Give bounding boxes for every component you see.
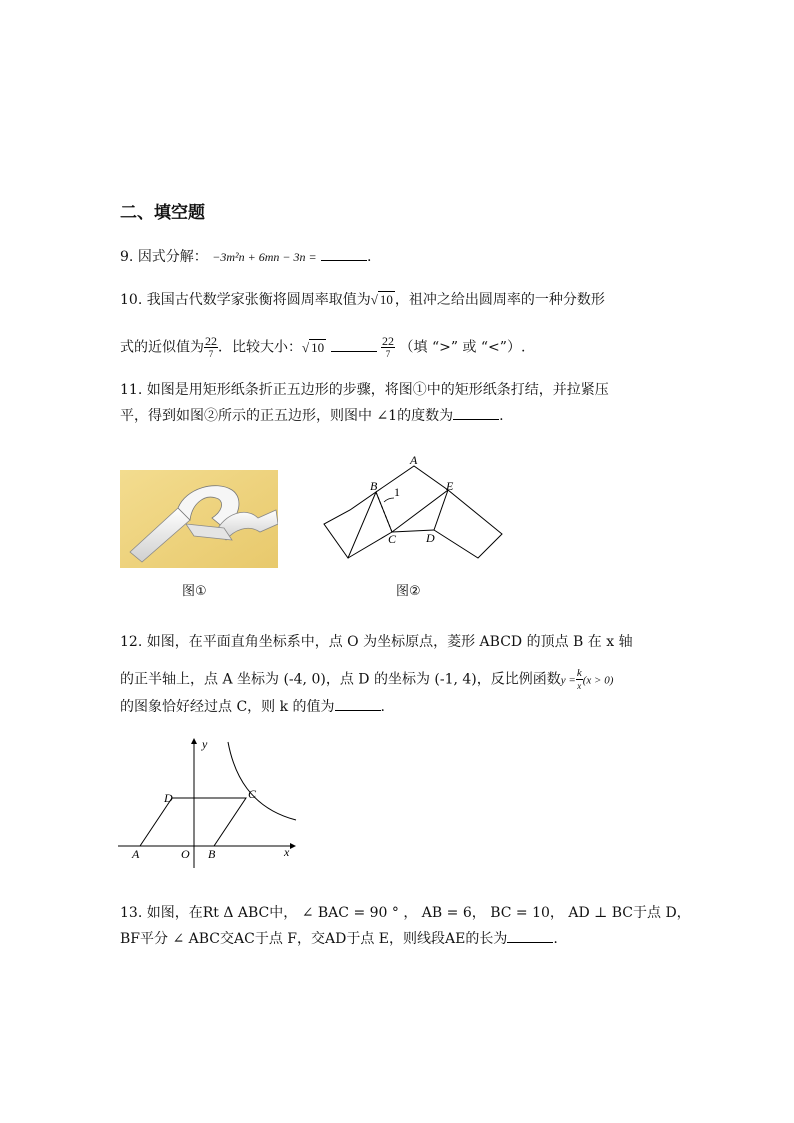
question-11-line2 bbox=[120, 405, 504, 426]
q10-line1a: 我国古代数学家张衡将圆周率取值为 bbox=[146, 292, 371, 308]
q12-answer-blank[interactable] bbox=[335, 696, 381, 711]
q12-fig-label-y: y bbox=[202, 737, 208, 751]
q12-fig-label-C: C bbox=[248, 787, 257, 801]
q12-function-y: y = bbox=[560, 674, 576, 687]
fig2-label-D: D bbox=[426, 531, 435, 545]
q9-text: 因式分解： bbox=[137, 249, 208, 265]
q10-sqrt-compare: √ 10 bbox=[302, 339, 325, 355]
fig2-label-A: A bbox=[410, 453, 418, 467]
q10-line1b: ，祖冲之给出圆周率的一种分数形 bbox=[394, 292, 605, 308]
fig2-label-C: C bbox=[388, 532, 397, 546]
q12-line2a: 的正半轴上，点 A 坐标为 (-4, 0)，点 D 的坐标为 (-1, 4)，反比例函数 bbox=[120, 671, 561, 688]
question-11-line1 bbox=[120, 380, 609, 400]
q9-answer-blank[interactable] bbox=[321, 246, 367, 261]
q10-line2c: （填 “>” 或 “<”）. bbox=[399, 339, 526, 356]
figure-1-caption: 图① bbox=[182, 584, 207, 599]
q10-number: 10. bbox=[120, 292, 143, 308]
q12-number: 12. bbox=[120, 634, 143, 650]
q9-expression: −3m²n + 6mn − 3n = bbox=[212, 250, 317, 264]
q12-function-condition: (x > 0) bbox=[582, 674, 614, 687]
fig2-label-B: B bbox=[370, 479, 378, 493]
question-10-line2 bbox=[120, 335, 525, 360]
q12-fig-label-A: A bbox=[132, 847, 140, 861]
q12-fig-label-x: x bbox=[284, 845, 290, 859]
figure-1-knot-photo bbox=[120, 470, 278, 568]
q10-line2b: ．比较大小： bbox=[218, 339, 302, 356]
q13-number: 13. bbox=[120, 905, 143, 921]
question-13-line1 bbox=[120, 903, 691, 923]
question-9 bbox=[120, 246, 372, 267]
q12-fig-label-B: B bbox=[208, 847, 216, 861]
q12-fig-label-D: D bbox=[164, 791, 173, 805]
figure-q12-coordinate-plane bbox=[118, 736, 300, 870]
q13-line1: 如图，在Rt Δ ABC中， ∠ BAC = 90 ° ， AB = 6， BC = 10， AD ⊥ BC于点 D， bbox=[146, 905, 691, 921]
question-12-line3 bbox=[120, 696, 385, 717]
q10-answer-blank[interactable] bbox=[331, 337, 377, 352]
q9-end: . bbox=[367, 249, 372, 265]
q13-line2: BF平分 ∠ ABC交AC于点 F，交AD于点 E，则线段AE的长为 bbox=[120, 931, 508, 947]
question-10-line1 bbox=[120, 290, 605, 310]
q11-end: . bbox=[499, 408, 504, 424]
q12-end: . bbox=[380, 699, 385, 715]
q12-line3: 的图象恰好经过点 C，则 k 的值为 bbox=[120, 699, 335, 715]
q10-fraction-compare: $\frac{22}{7}$ bbox=[382, 334, 395, 359]
section-title: 二、填空题 bbox=[120, 203, 205, 223]
q10-fraction: $\frac{22}{7}$ bbox=[205, 334, 217, 359]
fig2-label-angle-1: 1 bbox=[394, 485, 400, 499]
question-13-line2 bbox=[120, 928, 558, 949]
q11-line1: 如图是用矩形纸条折正五边形的步骤，将图①中的矩形纸条打结，并拉紧压 bbox=[146, 382, 609, 398]
figure-2-caption: 图② bbox=[396, 584, 421, 599]
question-12-line2 bbox=[120, 667, 613, 692]
q12-line1: 如图，在平面直角坐标系中，点 O 为坐标原点，菱形 ABCD 的顶点 B 在 x 轴 bbox=[146, 634, 633, 650]
q11-line2: 平，得到如图②所示的正五边形，则图中 ∠1的度数为 bbox=[120, 408, 454, 424]
q10-line2a: 式的近似值为 bbox=[120, 339, 204, 356]
q12-function-fraction: $\frac{k}{x}$ bbox=[576, 667, 582, 691]
q12-fig-label-O: O bbox=[181, 847, 190, 861]
q11-number: 11. bbox=[120, 382, 143, 398]
q13-end: . bbox=[553, 931, 558, 947]
q9-number: 9. bbox=[120, 249, 134, 265]
figure-2-pentagon bbox=[322, 452, 504, 566]
question-12-line1 bbox=[120, 632, 633, 652]
q13-answer-blank[interactable] bbox=[507, 928, 553, 943]
q10-sqrt: √ 10 bbox=[370, 292, 393, 307]
q11-answer-blank[interactable] bbox=[453, 405, 499, 420]
fig2-label-E: E bbox=[446, 479, 454, 493]
